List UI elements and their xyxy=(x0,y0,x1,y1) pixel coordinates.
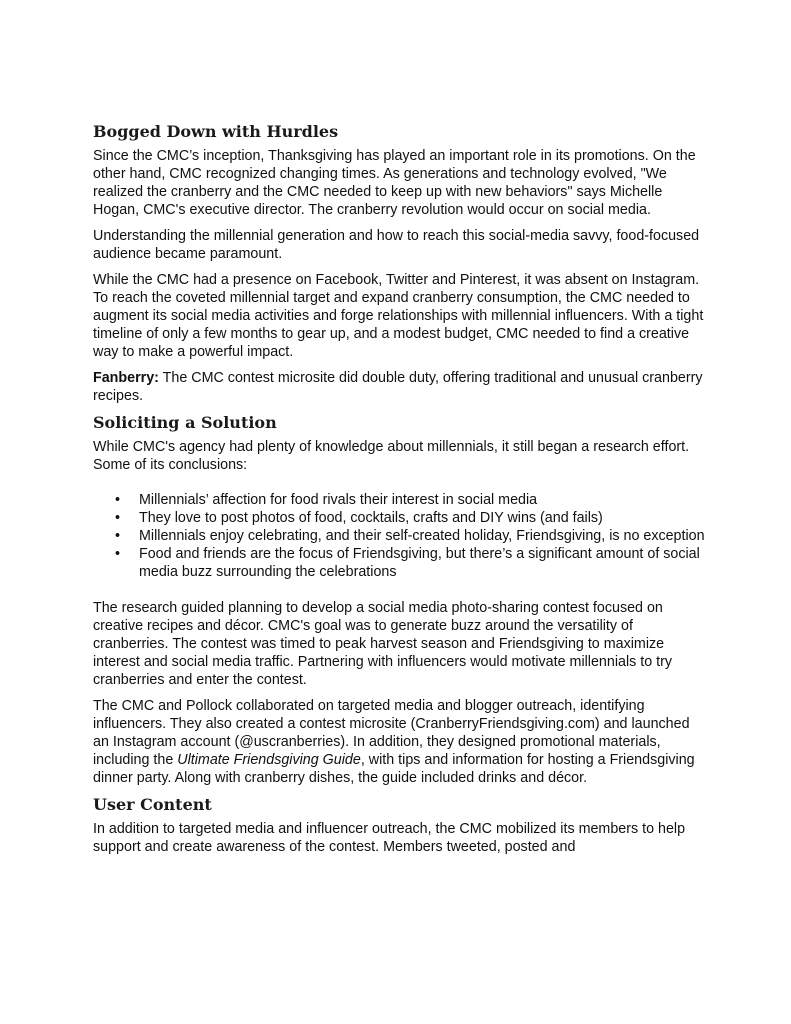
fanberry-text: The CMC contest microsite did double duty, offering traditional and unusual cranberry recipes. xyxy=(93,370,703,404)
fanberry-lead: Fanberry: xyxy=(93,370,159,386)
paragraph-member-outreach: In addition to targeted media and influencer outreach, the CMC mobilized its members to help support and create awareness of the contest. Members tweeted, posted and xyxy=(93,821,686,855)
paragraph-social-presence: While the CMC had a presence on Facebook, Twitter and Pinterest, it was absent on Instagram. To reach the coveted millennial target and expand cranberry consumption, the CMC needed to augment its social media activities and forge relationships with millennial influencers. With a tight timeline of only a few months to gear up, and a modest budget, CMC needed to find a creative way to make a powerful impact. xyxy=(93,272,704,360)
list-item xyxy=(93,527,705,545)
list-item-text: Millennials enjoy celebrating, and their self-created holiday, Friendsgiving, is no exception xyxy=(139,528,705,544)
bullet-glyph: • xyxy=(115,546,121,562)
list-item-text: Food and friends are the focus of Friendsgiving, but there’s a significant amount of social media buzz surrounding the celebrations xyxy=(139,546,700,580)
list-item xyxy=(93,545,705,581)
paragraph-research-effort: While CMC's agency had plenty of knowledge about millennials, it still began a research effort. Some of its conclusions: xyxy=(93,439,690,473)
paragraph-inception: Since the CMC’s inception, Thanksgiving has played an important role in its promotions. On the other hand, CMC recognized changing times. As generations and technology evolved, "We realized the cranberry and the CMC needed to keep up with new behaviors" says Michelle Hogan, CMC's executive director. The cranberry revolution would occur on social media. xyxy=(93,148,696,218)
pollock-text-after: , with tips and information for hosting a Friendsgiving dinner party. Along with cranberry dishes, the guide included drinks and décor. xyxy=(93,752,695,786)
list-item xyxy=(93,509,705,527)
bullet-glyph: • xyxy=(115,492,121,508)
paragraph-millennial-generation: Understanding the millennial generation and how to reach this social-media savvy, food-focused audience became paramount. xyxy=(93,228,700,262)
paragraph-pollock-collaboration xyxy=(93,697,705,787)
paragraph-research-guided: The research guided planning to develop a social media photo-sharing contest focused on creative recipes and décor. CMC's goal was to generate buzz around the versatility of cranberries. The contest was timed to peak harvest season and Friendsgiving to maximize interest and social media traffic. Partnering with influencers would motivate millennials to try cranberries and enter the contest. xyxy=(93,600,673,688)
conclusions-list xyxy=(93,491,705,581)
paragraph-fanberry xyxy=(93,369,705,405)
bullet-glyph: • xyxy=(115,510,121,526)
list-item-text: They love to post photos of food, cocktails, crafts and DIY wins (and fails) xyxy=(139,510,603,526)
pollock-text-before: The CMC and Pollock collaborated on targeted media and blogger outreach, identifying influencers. They also created a contest microsite (CranberryFriendsgiving.com) and launched an Instagram account (@uscranberries). In addition, they designed promotional materials, including the xyxy=(93,698,690,768)
section-heading-user-content: User Content xyxy=(93,795,212,814)
guide-title: Ultimate Friendsgiving Guide xyxy=(177,752,361,768)
section-heading-bogged-down: Bogged Down with Hurdles xyxy=(93,122,339,141)
document-page xyxy=(93,122,705,856)
bullet-glyph: • xyxy=(115,528,121,544)
section-heading-soliciting: Soliciting a Solution xyxy=(93,413,277,432)
list-item-text: Millennials’ affection for food rivals their interest in social media xyxy=(139,492,538,508)
list-item xyxy=(93,491,705,509)
